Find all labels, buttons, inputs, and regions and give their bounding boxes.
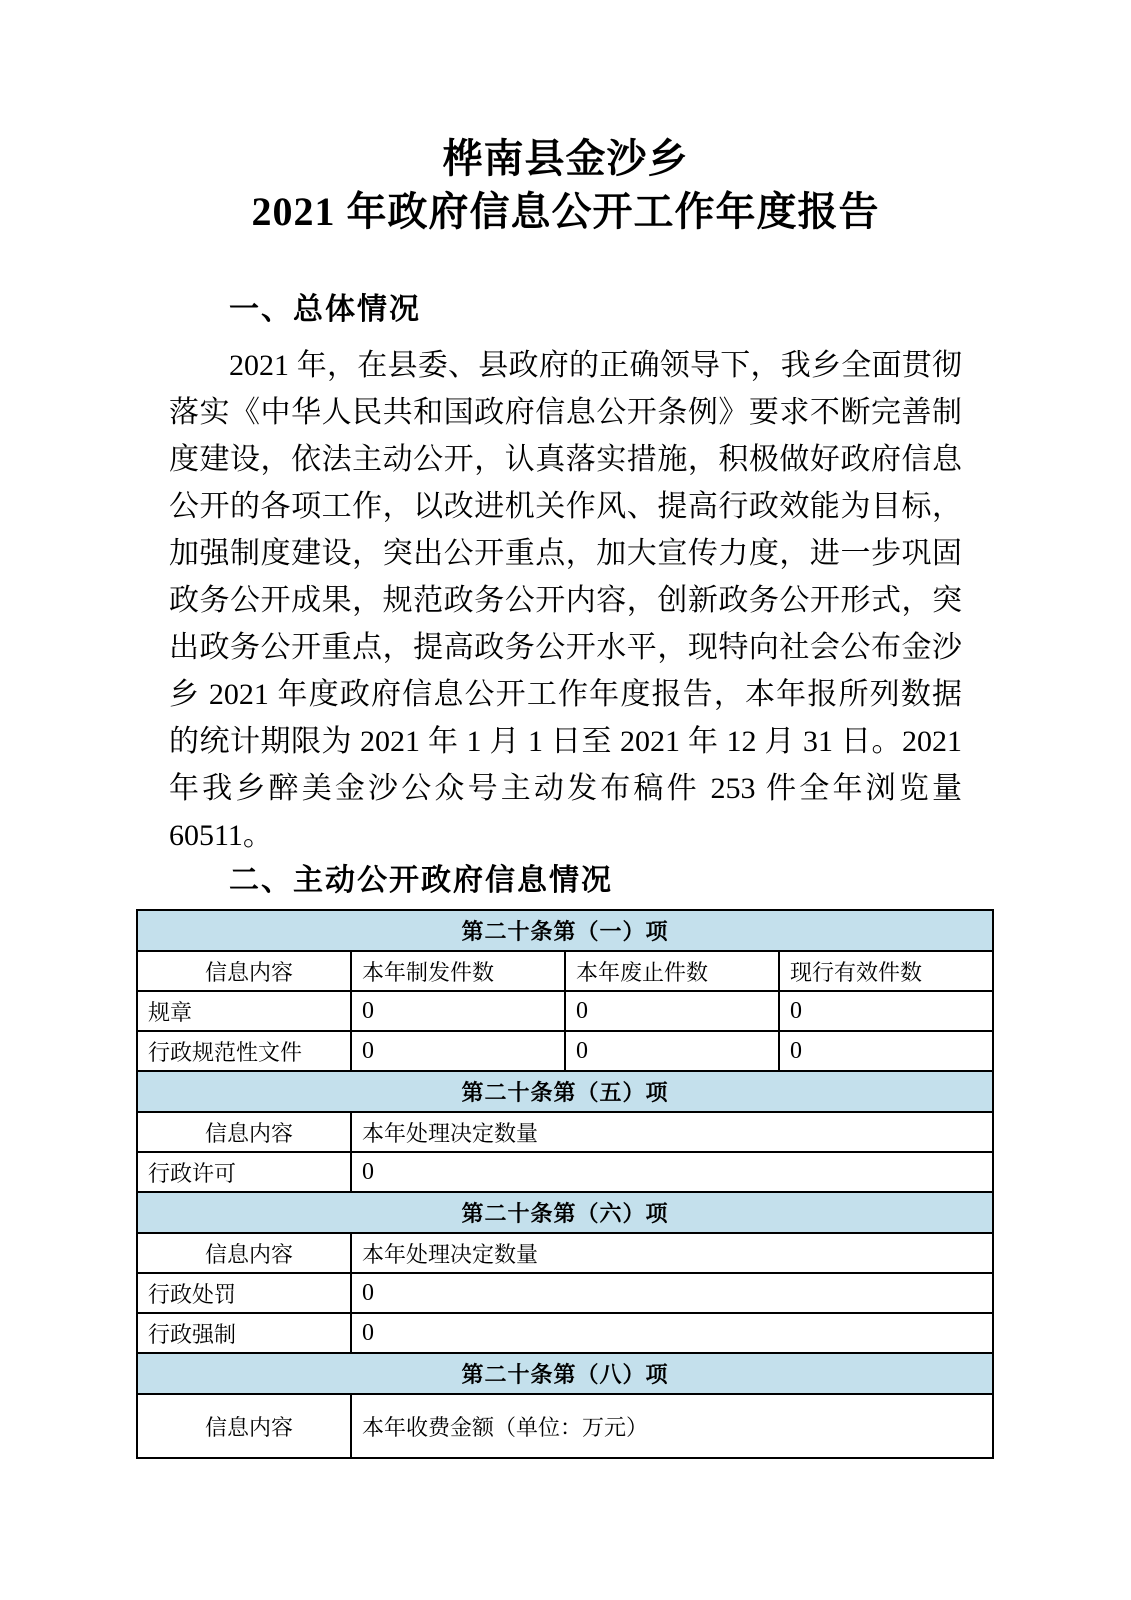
table-header-row	[137, 1112, 993, 1152]
column-header: 信息内容	[137, 1233, 351, 1273]
section-1-paragraph	[169, 342, 962, 859]
row-label: 行政强制	[137, 1313, 351, 1353]
paragraph-line: 出政务公开重点，提高政务公开水平，现特向社会公布金沙	[169, 631, 962, 664]
column-header: 本年废止件数	[565, 951, 779, 991]
column-header: 本年收费金额（单位：万元）	[351, 1394, 993, 1458]
paragraph-line: 度建设，依法主动公开，认真落实措施，积极做好政府信息	[169, 443, 962, 476]
document-title-line2: 2021 年政府信息公开工作年度报告	[251, 189, 880, 234]
table-header-row	[137, 951, 993, 991]
table-row	[137, 991, 993, 1031]
table-row	[137, 1273, 993, 1313]
row-label: 行政规范性文件	[137, 1031, 351, 1071]
cell-value: 0	[565, 1031, 779, 1071]
paragraph-line: 落实《中华人民共和国政府信息公开条例》要求不断完善制	[169, 396, 962, 429]
row-label: 规章	[137, 991, 351, 1031]
table-band-row	[137, 910, 993, 951]
paragraph-line: 年我乡醉美金沙公众号主动发布稿件 253 件全年浏览量	[169, 772, 962, 805]
band-label: 第二十条第（八）项	[137, 1353, 993, 1394]
table-row	[137, 1313, 993, 1353]
table-band-row	[137, 1192, 993, 1233]
cell-value: 0	[351, 1031, 565, 1071]
cell-value: 0	[351, 1152, 993, 1192]
cell-value: 0	[565, 991, 779, 1031]
column-header: 现行有效件数	[779, 951, 993, 991]
cell-value: 0	[351, 1313, 993, 1353]
cell-value: 0	[779, 1031, 993, 1071]
section-2-heading: 二、主动公开政府信息情况	[229, 864, 613, 897]
column-header: 本年处理决定数量	[351, 1112, 993, 1152]
document-body	[169, 290, 962, 901]
document-title-line1: 桦南县金沙乡	[442, 136, 689, 181]
section-1-heading: 一、总体情况	[229, 293, 421, 326]
paragraph-line: 乡 2021 年度政府信息公开工作年度报告，本年报所列数据	[169, 678, 962, 711]
column-header: 本年处理决定数量	[351, 1233, 993, 1273]
column-header: 本年制发件数	[351, 951, 565, 991]
table-band-row	[137, 1353, 993, 1394]
table-row	[137, 1031, 993, 1071]
column-header: 信息内容	[137, 951, 351, 991]
column-header: 信息内容	[137, 1112, 351, 1152]
row-label: 行政处罚	[137, 1273, 351, 1313]
table-row	[137, 1152, 993, 1192]
band-label: 第二十条第（一）项	[137, 910, 993, 951]
band-label: 第二十条第（五）项	[137, 1071, 993, 1112]
table-header-row	[137, 1394, 993, 1458]
row-label: 行政许可	[137, 1152, 351, 1192]
paragraph-line: 加强制度建设，突出公开重点，加大宣传力度，进一步巩固	[169, 537, 962, 570]
paragraph-line: 的统计期限为 2021 年 1 月 1 日至 2021 年 12 月 31 日。2021	[169, 725, 962, 758]
paragraph-line: 60511。	[169, 819, 273, 852]
cell-value: 0	[351, 1273, 993, 1313]
band-label: 第二十条第（六）项	[137, 1192, 993, 1233]
paragraph-line: 2021 年，在县委、县政府的正确领导下，我乡全面贯彻	[229, 349, 962, 382]
paragraph-line: 政务公开成果，规范政务公开内容，创新政务公开形式，突	[169, 584, 962, 617]
table-header-row	[137, 1233, 993, 1273]
table-band-row	[137, 1071, 993, 1112]
column-header: 信息内容	[137, 1394, 351, 1458]
document-title	[0, 0, 1131, 238]
paragraph-line: 公开的各项工作，以改进机关作风、提高行政效能为目标，	[169, 490, 962, 523]
disclosure-table	[136, 909, 994, 1459]
cell-value: 0	[351, 991, 565, 1031]
cell-value: 0	[779, 991, 993, 1031]
